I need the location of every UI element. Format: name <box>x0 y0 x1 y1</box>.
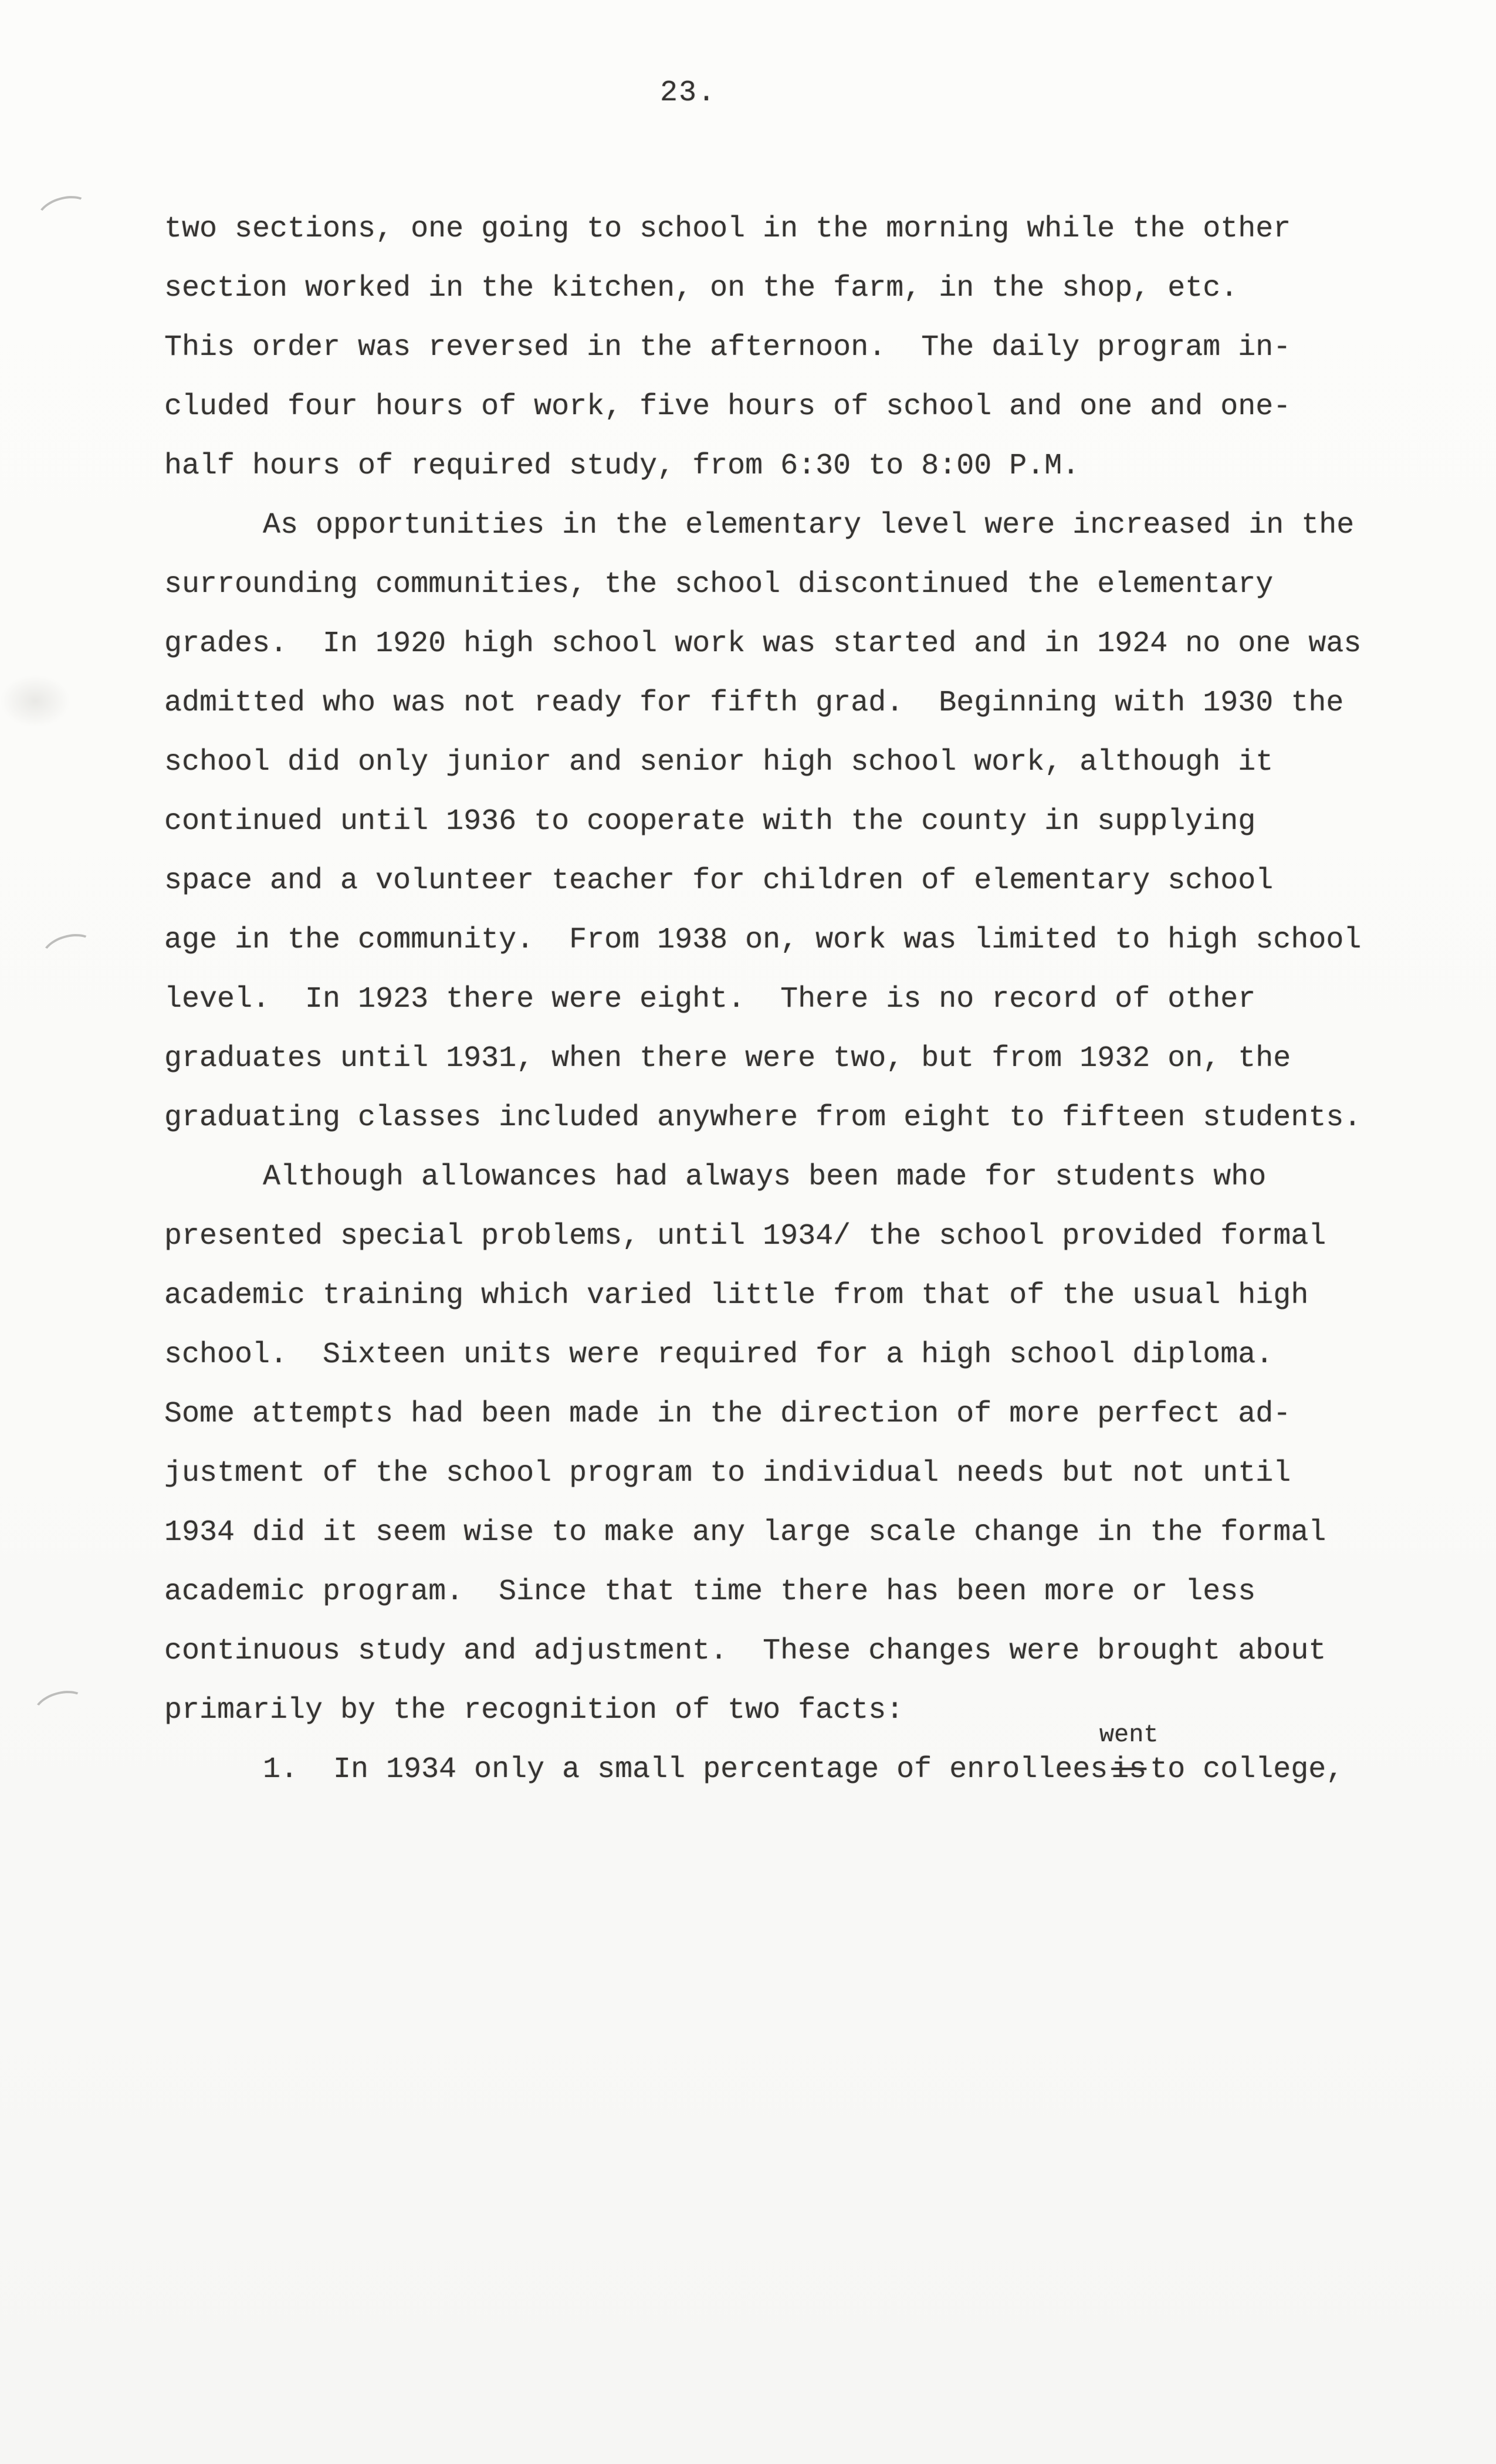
correction-inserted-word: went <box>1099 1720 1159 1749</box>
text-line: age in the community. From 1938 on, work was limited to high school <box>164 923 1362 957</box>
text-line: cluded four hours of work, five hours of school and one and one- <box>164 390 1291 424</box>
hole-punch-mark <box>33 190 95 237</box>
text-line: level. In 1923 there were eight. There is no record of other <box>164 983 1256 1016</box>
text-line: academic program. Since that time there has been more or less <box>164 1575 1256 1609</box>
text-line: presented special problems, until 1934/ the school provided formal <box>164 1220 1326 1253</box>
text-line: graduates until 1931, when there were two, but from 1932 on, the <box>164 1042 1291 1075</box>
text-line: academic training which varied little from that of the usual high <box>164 1279 1309 1312</box>
text-line: graduating classes included anywhere from eight to fifteen students. <box>164 1101 1362 1135</box>
text-line: As opportunities in the elementary level were increased in the <box>263 509 1355 542</box>
scan-smudge <box>0 675 70 727</box>
text-line: primarily by the recognition of two facts: <box>164 1694 904 1727</box>
text-line: Some attempts had been made in the direction of more perfect ad- <box>164 1397 1291 1431</box>
text-line: 1934 did it seem wise to make any large scale change in the formal <box>164 1516 1326 1549</box>
correction-struck-word: is <box>1111 1753 1147 1786</box>
list-item-text-after: to college, <box>1150 1753 1344 1786</box>
text-line: space and a volunteer teacher for children of elementary school <box>164 864 1274 898</box>
hole-punch-mark <box>38 928 100 975</box>
text-line: This order was reversed in the afternoon. The daily program in- <box>164 331 1291 364</box>
text-line: grades. In 1920 high school work was started and in 1924 no one was <box>164 627 1362 661</box>
text-line: two sections, one going to school in the morning while the other <box>164 212 1291 246</box>
page-number: 23. <box>659 76 716 110</box>
list-item-line <box>164 1720 1396 1799</box>
text-line: section worked in the kitchen, on the farm, in the shop, etc. <box>164 272 1238 305</box>
text-line: continuous study and adjustment. These changes were brought about <box>164 1634 1326 1668</box>
text-line: justment of the school program to individual needs but not until <box>164 1457 1291 1490</box>
hole-punch-mark <box>29 1685 92 1732</box>
text-line: school did only junior and senior high school work, although it <box>164 746 1274 779</box>
list-item-text-before: 1. In 1934 only a small percentage of enrollees <box>263 1753 1108 1786</box>
text-line: continued until 1936 to cooperate with the county in supplying <box>164 805 1256 838</box>
text-line: surrounding communities, the school discontinued the elementary <box>164 568 1274 601</box>
text-line: school. Sixteen units were required for a high school diploma. <box>164 1338 1274 1372</box>
typed-correction <box>1099 1720 1159 1799</box>
text-line: admitted who was not ready for fifth grad. Beginning with 1930 the <box>164 686 1344 720</box>
text-line: Although allowances had always been made for students who <box>263 1160 1267 1194</box>
text-line: half hours of required study, from 6:30 to 8:00 P.M. <box>164 449 1080 483</box>
document-body <box>164 199 1396 1799</box>
